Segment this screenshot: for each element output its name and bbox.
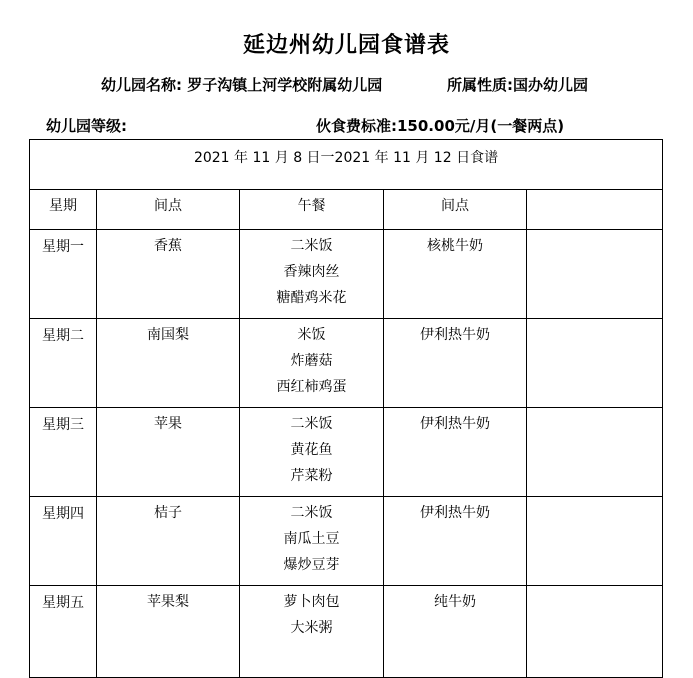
- snack2-cell: [384, 497, 527, 586]
- day-cell: 星期二: [30, 319, 97, 408]
- table-row: [30, 408, 663, 497]
- header-snack2: 间点: [384, 190, 527, 230]
- snack1-cell: [97, 319, 240, 408]
- snack2-cell: [384, 230, 527, 319]
- day-cell: 星期五: [30, 586, 97, 678]
- menu-table: [29, 139, 663, 678]
- snack1-item: 南国梨: [147, 327, 189, 343]
- snack1-item: 香蕉: [154, 238, 182, 254]
- school-grade: 幼儿园等级:: [46, 117, 127, 135]
- lunch-item: 芹菜粉: [290, 468, 333, 484]
- snack2-item: 伊利热牛奶: [420, 327, 490, 343]
- table-row: [30, 319, 663, 408]
- lunch-item: 萝卜肉包: [283, 594, 340, 610]
- lunch-item: 二米饭: [290, 238, 333, 254]
- header-extra: [527, 190, 663, 230]
- lunch-item: 西红柿鸡蛋: [276, 379, 347, 395]
- day-cell: 星期一: [30, 230, 97, 319]
- snack1-cell: [97, 497, 240, 586]
- table-row: [30, 497, 663, 586]
- header-day: 星期: [30, 190, 97, 230]
- school-nature: 所属性质:国办幼儿园: [447, 76, 588, 94]
- header-row: [30, 190, 663, 230]
- extra-cell: [527, 586, 663, 678]
- info-row-1: [0, 74, 693, 96]
- snack2-cell: [384, 319, 527, 408]
- lunch-cell: [240, 408, 384, 497]
- date-range: 2021 年 11 月 8 日一2021 年 11 月 12 日食谱: [30, 140, 663, 190]
- lunch-item: 炸蘑菇: [290, 353, 333, 369]
- day-cell: 星期三: [30, 408, 97, 497]
- snack1-cell: [97, 230, 240, 319]
- snack1-item: 桔子: [154, 505, 182, 521]
- lunch-item: 二米饭: [290, 416, 333, 432]
- snack2-item: 核桃牛奶: [427, 238, 483, 254]
- table-row: [30, 586, 663, 678]
- snack2-item: 伊利热牛奶: [420, 416, 490, 432]
- day-cell: 星期四: [30, 497, 97, 586]
- lunch-cell: [240, 230, 384, 319]
- snack2-item: 伊利热牛奶: [420, 505, 490, 521]
- lunch-item: 米饭: [297, 327, 326, 343]
- header-snack1: 间点: [97, 190, 240, 230]
- extra-cell: [527, 230, 663, 319]
- snack2-cell: [384, 408, 527, 497]
- extra-cell: [527, 408, 663, 497]
- lunch-cell: [240, 497, 384, 586]
- lunch-cell: [240, 586, 384, 678]
- lunch-item: 糖醋鸡米花: [276, 290, 347, 306]
- snack2-cell: [384, 586, 527, 678]
- snack1-cell: [97, 586, 240, 678]
- header-lunch: 午餐: [240, 190, 384, 230]
- snack1-item: 苹果: [154, 416, 182, 432]
- lunch-item: 南瓜土豆: [283, 531, 340, 547]
- info-row-2: [0, 115, 693, 137]
- lunch-cell: [240, 319, 384, 408]
- page-title: 延边州幼儿园食谱表: [242, 33, 450, 58]
- snack1-cell: [97, 408, 240, 497]
- date-row: [30, 140, 663, 190]
- snack1-item: 苹果梨: [147, 594, 189, 610]
- lunch-item: 爆炒豆芽: [283, 557, 340, 573]
- school-name: 幼儿园名称: 罗子沟镇上河学校附属幼儿园: [101, 76, 383, 94]
- lunch-item: 香辣肉丝: [283, 264, 340, 280]
- lunch-item: 大米粥: [290, 620, 333, 636]
- extra-cell: [527, 319, 663, 408]
- snack2-item: 纯牛奶: [434, 594, 476, 610]
- table-row: [30, 230, 663, 319]
- extra-cell: [527, 497, 663, 586]
- lunch-item: 二米饭: [290, 505, 333, 521]
- meal-fee: 伙食费标准:150.00元/月(一餐两点): [316, 117, 565, 135]
- lunch-item: 黄花鱼: [290, 442, 333, 458]
